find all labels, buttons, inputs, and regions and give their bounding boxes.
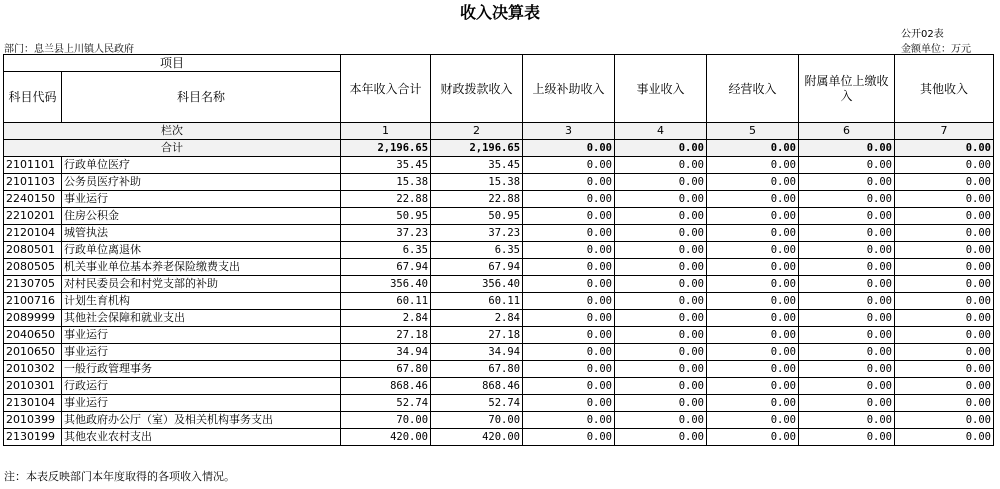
amount-cell: 0.00 bbox=[707, 310, 799, 327]
header-code: 科目代码 bbox=[4, 72, 62, 123]
amount-cell: 0.00 bbox=[799, 344, 895, 361]
amount-cell: 37.23 bbox=[431, 225, 523, 242]
amount-cell: 0.00 bbox=[707, 378, 799, 395]
amount-cell: 0.00 bbox=[615, 191, 707, 208]
table-row bbox=[4, 259, 994, 276]
amount-cell: 60.11 bbox=[431, 293, 523, 310]
amount-cell: 0.00 bbox=[615, 259, 707, 276]
amount-cell: 0.00 bbox=[799, 276, 895, 293]
amount-cell: 0.00 bbox=[707, 157, 799, 174]
amount-cell: 0.00 bbox=[707, 293, 799, 310]
amount-cell: 420.00 bbox=[341, 429, 431, 446]
subject-code: 2210201 bbox=[4, 208, 62, 225]
amount-cell: 0.00 bbox=[615, 174, 707, 191]
amount-cell: 52.74 bbox=[431, 395, 523, 412]
subject-name: 城管执法 bbox=[62, 225, 341, 242]
amount-cell: 0.00 bbox=[615, 293, 707, 310]
amount-cell: 0.00 bbox=[799, 259, 895, 276]
amount-cell: 0.00 bbox=[895, 225, 994, 242]
amount-cell: 0.00 bbox=[707, 344, 799, 361]
amount-cell: 2.84 bbox=[341, 310, 431, 327]
subject-code: 2010301 bbox=[4, 378, 62, 395]
amount-cell: 0.00 bbox=[895, 242, 994, 259]
amount-cell: 0.00 bbox=[799, 310, 895, 327]
col-index-label: 栏次 bbox=[4, 123, 341, 140]
subject-code: 2100716 bbox=[4, 293, 62, 310]
col-index: 7 bbox=[895, 123, 994, 140]
table-row bbox=[4, 276, 994, 293]
amount-cell: 0.00 bbox=[799, 191, 895, 208]
subject-name: 住房公积金 bbox=[62, 208, 341, 225]
amount-cell: 15.38 bbox=[341, 174, 431, 191]
total-value: 2,196.65 bbox=[341, 140, 431, 157]
col-index: 4 bbox=[615, 123, 707, 140]
amount-cell: 0.00 bbox=[799, 378, 895, 395]
header-name: 科目名称 bbox=[62, 72, 341, 123]
amount-cell: 0.00 bbox=[895, 157, 994, 174]
form-number: 公开02表 bbox=[901, 29, 944, 40]
table-row bbox=[4, 208, 994, 225]
amount-cell: 0.00 bbox=[707, 412, 799, 429]
amount-cell: 15.38 bbox=[431, 174, 523, 191]
amount-cell: 0.00 bbox=[523, 378, 615, 395]
amount-cell: 37.23 bbox=[341, 225, 431, 242]
amount-cell: 67.80 bbox=[341, 361, 431, 378]
amount-cell: 34.94 bbox=[431, 344, 523, 361]
table-row bbox=[4, 191, 994, 208]
table-row bbox=[4, 310, 994, 327]
table-row bbox=[4, 378, 994, 395]
col-index: 6 bbox=[799, 123, 895, 140]
subject-code: 2130705 bbox=[4, 276, 62, 293]
amount-cell: 50.95 bbox=[341, 208, 431, 225]
header-col-fiscal: 财政拨款收入 bbox=[431, 55, 523, 123]
subject-code: 2010650 bbox=[4, 344, 62, 361]
amount-cell: 0.00 bbox=[615, 310, 707, 327]
total-value: 0.00 bbox=[615, 140, 707, 157]
amount-cell: 0.00 bbox=[615, 378, 707, 395]
amount-cell: 0.00 bbox=[615, 344, 707, 361]
header-col-business: 事业收入 bbox=[615, 55, 707, 123]
table-row bbox=[4, 361, 994, 378]
amount-cell: 0.00 bbox=[895, 208, 994, 225]
amount-cell: 0.00 bbox=[799, 327, 895, 344]
amount-cell: 356.40 bbox=[341, 276, 431, 293]
amount-cell: 0.00 bbox=[799, 395, 895, 412]
subject-name: 事业运行 bbox=[62, 327, 341, 344]
amount-cell: 0.00 bbox=[799, 157, 895, 174]
amount-cell: 0.00 bbox=[615, 327, 707, 344]
table-row bbox=[4, 412, 994, 429]
amount-cell: 0.00 bbox=[895, 344, 994, 361]
subject-code: 2130199 bbox=[4, 429, 62, 446]
amount-cell: 0.00 bbox=[799, 225, 895, 242]
amount-cell: 35.45 bbox=[431, 157, 523, 174]
amount-cell: 0.00 bbox=[523, 208, 615, 225]
amount-cell: 0.00 bbox=[523, 361, 615, 378]
amount-cell: 0.00 bbox=[799, 293, 895, 310]
department-label: 部门：息兰县上川镇人民政府 bbox=[4, 44, 134, 55]
amount-cell: 27.18 bbox=[431, 327, 523, 344]
amount-cell: 0.00 bbox=[523, 429, 615, 446]
subject-name: 事业运行 bbox=[62, 191, 341, 208]
header-col-superior: 上级补助收入 bbox=[523, 55, 615, 123]
subject-code: 2130104 bbox=[4, 395, 62, 412]
amount-cell: 0.00 bbox=[895, 276, 994, 293]
subject-code: 2080505 bbox=[4, 259, 62, 276]
footnote: 注：本表反映部门本年度取得的各项收入情况。 bbox=[4, 470, 235, 483]
amount-cell: 0.00 bbox=[799, 174, 895, 191]
subject-code: 2240150 bbox=[4, 191, 62, 208]
amount-cell: 0.00 bbox=[895, 191, 994, 208]
amount-cell: 0.00 bbox=[895, 174, 994, 191]
amount-cell: 0.00 bbox=[615, 429, 707, 446]
amount-cell: 0.00 bbox=[799, 242, 895, 259]
amount-cell: 0.00 bbox=[707, 429, 799, 446]
total-label: 合计 bbox=[4, 140, 341, 157]
amount-cell: 0.00 bbox=[707, 208, 799, 225]
amount-cell: 0.00 bbox=[895, 327, 994, 344]
col-index: 5 bbox=[707, 123, 799, 140]
amount-cell: 0.00 bbox=[799, 412, 895, 429]
header-col-total: 本年收入合计 bbox=[341, 55, 431, 123]
amount-cell: 356.40 bbox=[431, 276, 523, 293]
amount-cell: 67.80 bbox=[431, 361, 523, 378]
amount-cell: 868.46 bbox=[431, 378, 523, 395]
subject-name: 事业运行 bbox=[62, 395, 341, 412]
table-row bbox=[4, 157, 994, 174]
amount-cell: 0.00 bbox=[523, 327, 615, 344]
amount-cell: 0.00 bbox=[523, 174, 615, 191]
amount-cell: 6.35 bbox=[431, 242, 523, 259]
amount-cell: 22.88 bbox=[431, 191, 523, 208]
total-value: 2,196.65 bbox=[431, 140, 523, 157]
subject-name: 行政单位离退休 bbox=[62, 242, 341, 259]
header-col-other: 其他收入 bbox=[895, 55, 994, 123]
amount-unit-label: 金额单位：万元 bbox=[901, 44, 971, 55]
total-value: 0.00 bbox=[707, 140, 799, 157]
amount-cell: 0.00 bbox=[799, 361, 895, 378]
amount-cell: 0.00 bbox=[799, 208, 895, 225]
amount-cell: 6.35 bbox=[341, 242, 431, 259]
amount-cell: 0.00 bbox=[523, 276, 615, 293]
amount-cell: 0.00 bbox=[615, 157, 707, 174]
header-col-operating: 经营收入 bbox=[707, 55, 799, 123]
subject-name: 行政运行 bbox=[62, 378, 341, 395]
col-index: 1 bbox=[341, 123, 431, 140]
amount-cell: 70.00 bbox=[341, 412, 431, 429]
amount-cell: 0.00 bbox=[895, 259, 994, 276]
header-col-affiliated: 附属单位上缴收入 bbox=[799, 55, 895, 123]
amount-cell: 0.00 bbox=[707, 395, 799, 412]
subject-code: 2010399 bbox=[4, 412, 62, 429]
amount-cell: 60.11 bbox=[341, 293, 431, 310]
subject-name: 事业运行 bbox=[62, 344, 341, 361]
amount-cell: 0.00 bbox=[615, 208, 707, 225]
amount-cell: 0.00 bbox=[895, 378, 994, 395]
amount-cell: 0.00 bbox=[895, 412, 994, 429]
subject-name: 一般行政管理事务 bbox=[62, 361, 341, 378]
subject-code: 2101103 bbox=[4, 174, 62, 191]
amount-cell: 27.18 bbox=[341, 327, 431, 344]
report-title: 收入决算表 bbox=[459, 3, 540, 22]
subject-code: 2120104 bbox=[4, 225, 62, 242]
amount-cell: 35.45 bbox=[341, 157, 431, 174]
table-row bbox=[4, 395, 994, 412]
subject-code: 2040650 bbox=[4, 327, 62, 344]
subject-name: 其他政府办公厅（室）及相关机构事务支出 bbox=[62, 412, 341, 429]
amount-cell: 0.00 bbox=[523, 259, 615, 276]
subject-name: 对村民委员会和村党支部的补助 bbox=[62, 276, 341, 293]
amount-cell: 0.00 bbox=[707, 361, 799, 378]
table-row bbox=[4, 174, 994, 191]
amount-cell: 0.00 bbox=[523, 344, 615, 361]
income-table bbox=[3, 54, 994, 446]
subject-code: 2080501 bbox=[4, 242, 62, 259]
amount-cell: 0.00 bbox=[523, 412, 615, 429]
table-row bbox=[4, 344, 994, 361]
subject-code: 2010302 bbox=[4, 361, 62, 378]
amount-cell: 2.84 bbox=[431, 310, 523, 327]
amount-cell: 70.00 bbox=[431, 412, 523, 429]
table-row bbox=[4, 293, 994, 310]
subject-name: 公务员医疗补助 bbox=[62, 174, 341, 191]
amount-cell: 0.00 bbox=[707, 276, 799, 293]
amount-cell: 0.00 bbox=[615, 412, 707, 429]
subject-name: 计划生育机构 bbox=[62, 293, 341, 310]
amount-cell: 0.00 bbox=[895, 293, 994, 310]
amount-cell: 0.00 bbox=[707, 259, 799, 276]
amount-cell: 0.00 bbox=[523, 395, 615, 412]
amount-cell: 0.00 bbox=[615, 276, 707, 293]
amount-cell: 52.74 bbox=[341, 395, 431, 412]
subject-code: 2089999 bbox=[4, 310, 62, 327]
amount-cell: 0.00 bbox=[523, 191, 615, 208]
amount-cell: 0.00 bbox=[895, 429, 994, 446]
amount-cell: 0.00 bbox=[615, 361, 707, 378]
total-value: 0.00 bbox=[523, 140, 615, 157]
amount-cell: 0.00 bbox=[707, 174, 799, 191]
amount-cell: 0.00 bbox=[707, 225, 799, 242]
amount-cell: 67.94 bbox=[431, 259, 523, 276]
total-value: 0.00 bbox=[799, 140, 895, 157]
amount-cell: 0.00 bbox=[523, 157, 615, 174]
amount-cell: 0.00 bbox=[799, 429, 895, 446]
subject-name: 其他社会保障和就业支出 bbox=[62, 310, 341, 327]
amount-cell: 0.00 bbox=[523, 242, 615, 259]
amount-cell: 868.46 bbox=[341, 378, 431, 395]
col-index: 2 bbox=[431, 123, 523, 140]
amount-cell: 0.00 bbox=[615, 242, 707, 259]
header-item: 项目 bbox=[4, 55, 341, 72]
amount-cell: 0.00 bbox=[707, 327, 799, 344]
amount-cell: 0.00 bbox=[523, 293, 615, 310]
amount-cell: 50.95 bbox=[431, 208, 523, 225]
amount-cell: 34.94 bbox=[341, 344, 431, 361]
amount-cell: 0.00 bbox=[615, 395, 707, 412]
amount-cell: 0.00 bbox=[895, 395, 994, 412]
amount-cell: 0.00 bbox=[615, 225, 707, 242]
amount-cell: 0.00 bbox=[895, 361, 994, 378]
table-row bbox=[4, 327, 994, 344]
amount-cell: 0.00 bbox=[707, 242, 799, 259]
subject-code: 2101101 bbox=[4, 157, 62, 174]
amount-cell: 0.00 bbox=[707, 191, 799, 208]
total-value: 0.00 bbox=[895, 140, 994, 157]
subject-name: 行政单位医疗 bbox=[62, 157, 341, 174]
amount-cell: 0.00 bbox=[523, 310, 615, 327]
table-row bbox=[4, 429, 994, 446]
amount-cell: 67.94 bbox=[341, 259, 431, 276]
subject-name: 其他农业农村支出 bbox=[62, 429, 341, 446]
col-index: 3 bbox=[523, 123, 615, 140]
amount-cell: 22.88 bbox=[341, 191, 431, 208]
table-row bbox=[4, 225, 994, 242]
amount-cell: 0.00 bbox=[523, 225, 615, 242]
table-row bbox=[4, 242, 994, 259]
amount-cell: 420.00 bbox=[431, 429, 523, 446]
amount-cell: 0.00 bbox=[895, 310, 994, 327]
subject-name: 机关事业单位基本养老保险缴费支出 bbox=[62, 259, 341, 276]
